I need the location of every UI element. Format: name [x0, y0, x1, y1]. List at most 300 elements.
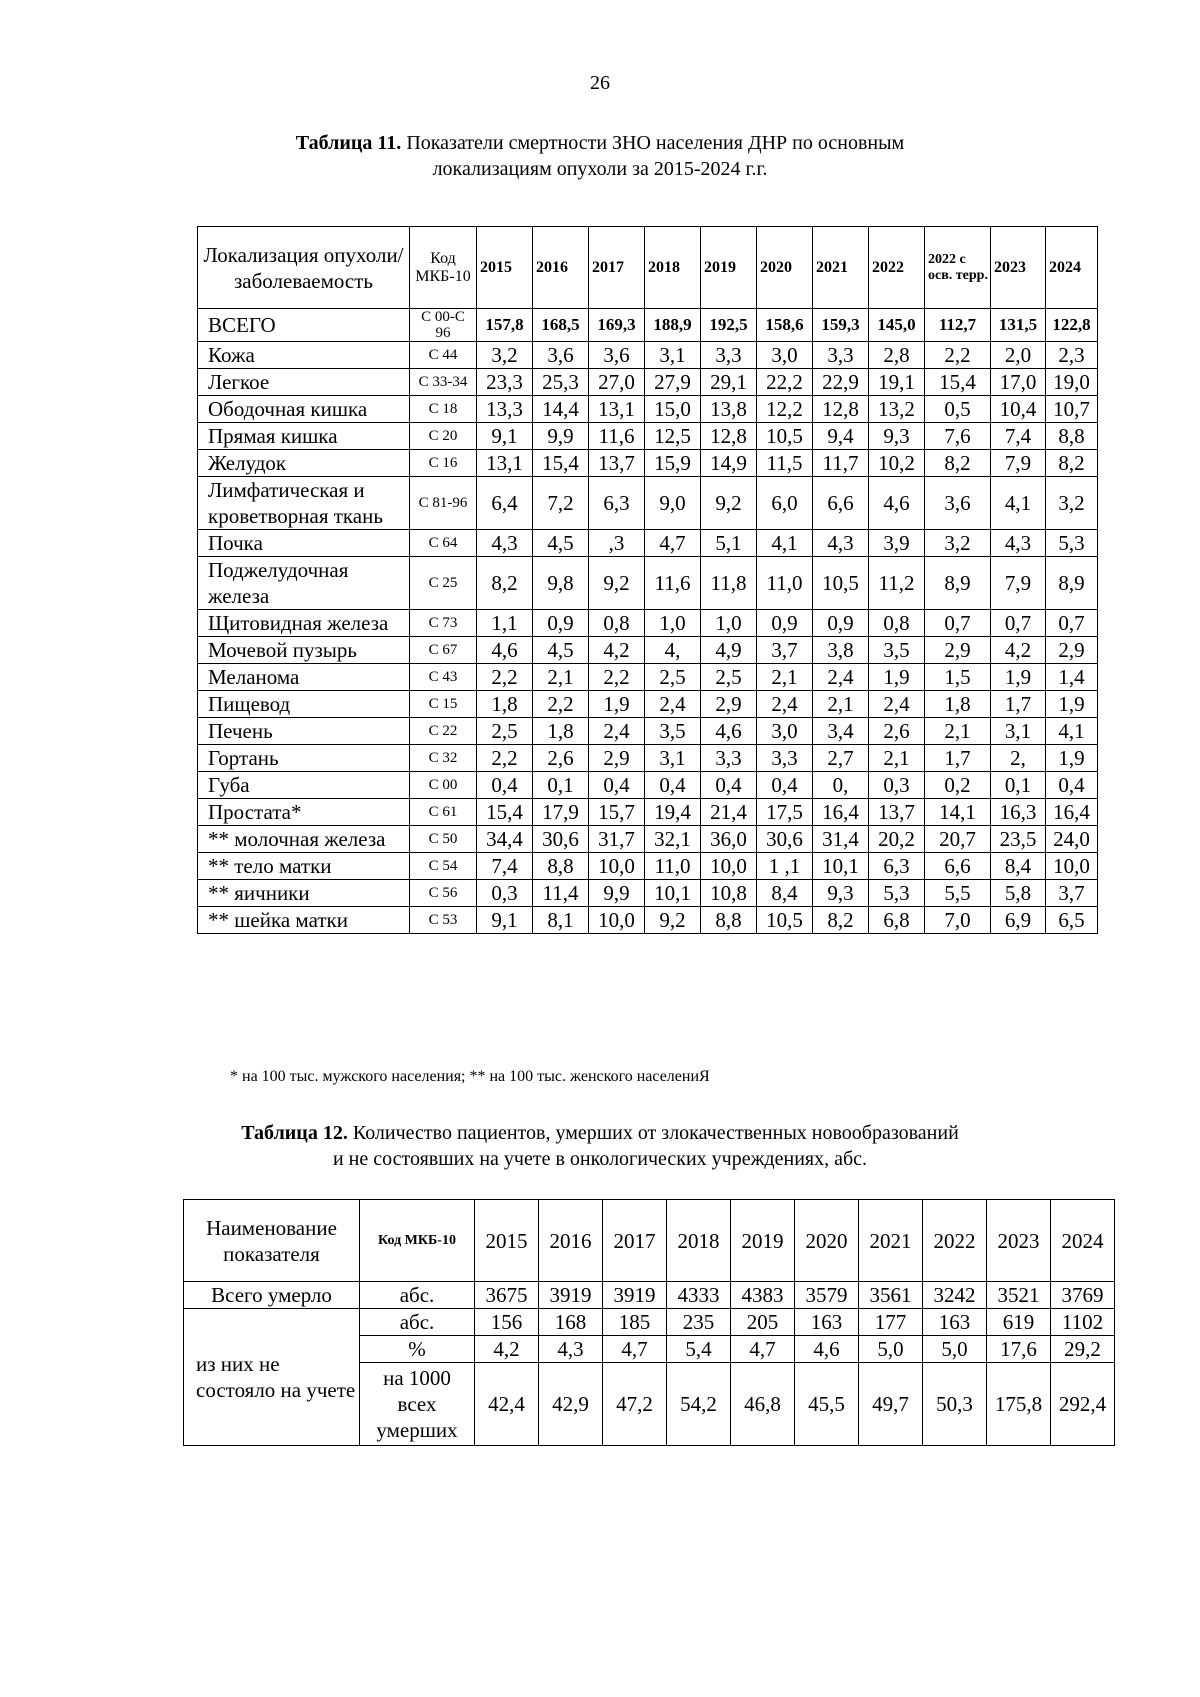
header-cell: 2021 — [813, 227, 869, 309]
value-cell: 9,9 — [533, 423, 589, 450]
value-cell: 4,3 — [477, 530, 533, 557]
table-row — [198, 369, 1098, 396]
row-label: Прямая кишка — [198, 423, 410, 450]
value-cell: 158,6 — [757, 309, 813, 342]
value-cell: 292,4 — [1051, 1363, 1115, 1446]
value-cell: 4,6 — [477, 637, 533, 664]
value-cell: 8,8 — [701, 907, 757, 934]
value-cell: 8,8 — [1046, 423, 1098, 450]
value-cell: 10,5 — [757, 907, 813, 934]
value-cell: 3,8 — [813, 637, 869, 664]
value-cell: 1102 — [1051, 1309, 1115, 1336]
header-cell: 2023 — [991, 227, 1046, 309]
value-cell: 619 — [987, 1309, 1051, 1336]
value-cell: 2,5 — [477, 718, 533, 745]
value-cell: 4,3 — [539, 1336, 603, 1363]
value-cell: 1 ,1 — [757, 853, 813, 880]
value-cell: 11,5 — [757, 450, 813, 477]
table-row — [198, 423, 1098, 450]
value-cell: 5,5 — [925, 880, 991, 907]
row-label: Желудок — [198, 450, 410, 477]
icd-code: С 81-96 — [410, 477, 477, 530]
value-cell: 17,5 — [757, 799, 813, 826]
value-cell: 3919 — [539, 1282, 603, 1309]
value-cell: 9,0 — [645, 477, 701, 530]
value-cell: 0,3 — [477, 880, 533, 907]
value-cell: 185 — [603, 1309, 667, 1336]
value-cell: 205 — [731, 1309, 795, 1336]
value-cell: 7,9 — [991, 450, 1046, 477]
value-cell: 19,0 — [1046, 369, 1098, 396]
unit-cell: на 1000 всех умерших — [360, 1363, 475, 1446]
value-cell: 9,1 — [477, 423, 533, 450]
table-row — [198, 610, 1098, 637]
value-cell: 9,4 — [813, 423, 869, 450]
header-cell: 2020 — [795, 1200, 859, 1282]
value-cell: 1,9 — [1046, 691, 1098, 718]
table-row — [184, 1309, 1115, 1336]
value-cell: 0,9 — [813, 610, 869, 637]
value-cell: 7,2 — [533, 477, 589, 530]
value-cell: 168,5 — [533, 309, 589, 342]
header-cell: Код МКБ-10 — [410, 227, 477, 309]
value-cell: 42,9 — [539, 1363, 603, 1446]
table-row — [198, 477, 1098, 530]
row-label: Простата* — [198, 799, 410, 826]
value-cell: 2,9 — [701, 691, 757, 718]
value-cell: 3,6 — [589, 342, 645, 369]
table-row — [198, 309, 1098, 342]
table-row — [198, 853, 1098, 880]
value-cell: 4,3 — [991, 530, 1046, 557]
row-label: Меланома — [198, 664, 410, 691]
value-cell: 20,7 — [925, 826, 991, 853]
value-cell: 17,6 — [987, 1336, 1051, 1363]
table11-caption-text2: локализациям опухоли за 2015-2024 г.г. — [432, 158, 768, 180]
value-cell: 4383 — [731, 1282, 795, 1309]
value-cell: 159,3 — [813, 309, 869, 342]
value-cell: 10,1 — [645, 880, 701, 907]
row-label: ** молочная железа — [198, 826, 410, 853]
value-cell: 3,0 — [757, 718, 813, 745]
table-row — [198, 718, 1098, 745]
value-cell: 12,2 — [757, 396, 813, 423]
header-cell: 2019 — [731, 1200, 795, 1282]
value-cell: 12,8 — [813, 396, 869, 423]
table-row — [198, 880, 1098, 907]
value-cell: 0,8 — [869, 610, 925, 637]
value-cell: 0,7 — [925, 610, 991, 637]
value-cell: 7,6 — [925, 423, 991, 450]
table-row — [198, 772, 1098, 799]
value-cell: 168 — [539, 1309, 603, 1336]
header-cell: 2020 — [757, 227, 813, 309]
unit-cell: абс. — [360, 1309, 475, 1336]
value-cell: 14,4 — [533, 396, 589, 423]
header-cell: 2023 — [987, 1200, 1051, 1282]
value-cell: 6,3 — [869, 853, 925, 880]
table-row — [198, 826, 1098, 853]
value-cell: 0,1 — [533, 772, 589, 799]
value-cell: 4,5 — [533, 637, 589, 664]
value-cell: 7,4 — [991, 423, 1046, 450]
value-cell: 0,9 — [533, 610, 589, 637]
row-label: Губа — [198, 772, 410, 799]
table-row — [198, 745, 1098, 772]
header-cell: Локализация опухоли/ заболеваемость — [198, 227, 410, 309]
value-cell: 9,8 — [533, 557, 589, 610]
value-cell: 4,1 — [991, 477, 1046, 530]
value-cell: 3561 — [859, 1282, 923, 1309]
icd-code: С 61 — [410, 799, 477, 826]
row-label: Кожа — [198, 342, 410, 369]
value-cell: 1,7 — [991, 691, 1046, 718]
value-cell: 9,2 — [645, 907, 701, 934]
header-cell: 2022 — [869, 227, 925, 309]
header-cell: 2024 — [1051, 1200, 1115, 1282]
row-label: Всего умерло — [184, 1282, 360, 1309]
value-cell: 8,2 — [477, 557, 533, 610]
value-cell: 192,5 — [701, 309, 757, 342]
row-label: ВСЕГО — [198, 309, 410, 342]
value-cell: 2,2 — [477, 664, 533, 691]
value-cell: 1,8 — [533, 718, 589, 745]
value-cell: 1,0 — [701, 610, 757, 637]
value-cell: 3,3 — [701, 342, 757, 369]
value-cell: 30,6 — [533, 826, 589, 853]
value-cell: 2,4 — [589, 718, 645, 745]
value-cell: 2,4 — [645, 691, 701, 718]
value-cell: 0,7 — [991, 610, 1046, 637]
value-cell: 6,6 — [925, 853, 991, 880]
value-cell: 156 — [475, 1309, 539, 1336]
value-cell: 0,4 — [701, 772, 757, 799]
value-cell: 25,3 — [533, 369, 589, 396]
value-cell: 3,9 — [869, 530, 925, 557]
value-cell: 2,2 — [477, 745, 533, 772]
value-cell: 49,7 — [859, 1363, 923, 1446]
value-cell: 13,7 — [589, 450, 645, 477]
value-cell: 6,4 — [477, 477, 533, 530]
value-cell: 5,8 — [991, 880, 1046, 907]
value-cell: 6,6 — [813, 477, 869, 530]
value-cell: 7,9 — [991, 557, 1046, 610]
value-cell: 4,6 — [869, 477, 925, 530]
value-cell: 9,9 — [589, 880, 645, 907]
table11 — [197, 226, 1098, 934]
icd-code: С 50 — [410, 826, 477, 853]
value-cell: 11,0 — [645, 853, 701, 880]
value-cell: 13,7 — [869, 799, 925, 826]
value-cell: 2,4 — [813, 664, 869, 691]
value-cell: 3675 — [475, 1282, 539, 1309]
value-cell: 12,5 — [645, 423, 701, 450]
value-cell: 29,2 — [1051, 1336, 1115, 1363]
icd-code: С 15 — [410, 691, 477, 718]
header-cell: 2017 — [603, 1200, 667, 1282]
header-cell: 2022 с осв. терр. — [925, 227, 991, 309]
value-cell: 169,3 — [589, 309, 645, 342]
value-cell: 5,0 — [859, 1336, 923, 1363]
icd-code: С 67 — [410, 637, 477, 664]
value-cell: 1,0 — [645, 610, 701, 637]
value-cell: 2,6 — [869, 718, 925, 745]
value-cell: 27,0 — [589, 369, 645, 396]
value-cell: 3,2 — [925, 530, 991, 557]
table12 — [183, 1199, 1115, 1446]
value-cell: 1,8 — [925, 691, 991, 718]
value-cell: 11,0 — [757, 557, 813, 610]
value-cell: 157,8 — [477, 309, 533, 342]
value-cell: 10,8 — [701, 880, 757, 907]
value-cell: 1,4 — [1046, 664, 1098, 691]
icd-code: С 43 — [410, 664, 477, 691]
value-cell: 13,8 — [701, 396, 757, 423]
value-cell: 3,5 — [645, 718, 701, 745]
value-cell: 163 — [795, 1309, 859, 1336]
value-cell: 3579 — [795, 1282, 859, 1309]
value-cell: 4,5 — [533, 530, 589, 557]
header-cell: 2019 — [701, 227, 757, 309]
value-cell: 0,4 — [477, 772, 533, 799]
table12-caption-text2: и не состоявших на учете в онкологических учреждениях, абс. — [332, 1148, 868, 1170]
value-cell: 13,1 — [477, 450, 533, 477]
header-cell: 2024 — [1046, 227, 1098, 309]
header-cell: Наименование показателя — [184, 1200, 360, 1282]
row-label: Щитовидная железа — [198, 610, 410, 637]
value-cell: 10,0 — [701, 853, 757, 880]
value-cell: 2,9 — [1046, 637, 1098, 664]
table-row — [198, 557, 1098, 610]
value-cell: 163 — [923, 1309, 987, 1336]
value-cell: 3,1 — [991, 718, 1046, 745]
value-cell: 10,1 — [813, 853, 869, 880]
row-label: ** яичники — [198, 880, 410, 907]
table-row — [198, 907, 1098, 934]
value-cell: 4,2 — [991, 637, 1046, 664]
value-cell: 30,6 — [757, 826, 813, 853]
value-cell: 9,3 — [813, 880, 869, 907]
value-cell: 23,5 — [991, 826, 1046, 853]
value-cell: 3,3 — [757, 745, 813, 772]
value-cell: 16,3 — [991, 799, 1046, 826]
value-cell: 3,1 — [645, 342, 701, 369]
value-cell: 0,8 — [589, 610, 645, 637]
table12-caption — [0, 1120, 1200, 1172]
value-cell: 50,3 — [923, 1363, 987, 1446]
unit-cell: % — [360, 1336, 475, 1363]
value-cell: 4,3 — [813, 530, 869, 557]
value-cell: 11,2 — [869, 557, 925, 610]
value-cell: 3242 — [923, 1282, 987, 1309]
row-label: Легкое — [198, 369, 410, 396]
value-cell: 2,1 — [813, 691, 869, 718]
value-cell: 20,2 — [869, 826, 925, 853]
value-cell: 4,7 — [731, 1336, 795, 1363]
value-cell: 3,6 — [925, 477, 991, 530]
row-label: из них не состояло на учете — [184, 1309, 360, 1446]
value-cell: 4,9 — [701, 637, 757, 664]
value-cell: 10,5 — [813, 557, 869, 610]
icd-code: С 53 — [410, 907, 477, 934]
value-cell: 21,4 — [701, 799, 757, 826]
value-cell: 0,1 — [991, 772, 1046, 799]
value-cell: 10,4 — [991, 396, 1046, 423]
value-cell: 16,4 — [1046, 799, 1098, 826]
value-cell: 3,6 — [533, 342, 589, 369]
value-cell: 9,2 — [589, 557, 645, 610]
value-cell: 8,2 — [1046, 450, 1098, 477]
row-label: Гортань — [198, 745, 410, 772]
row-label: Печень — [198, 718, 410, 745]
value-cell: 22,9 — [813, 369, 869, 396]
value-cell: 122,8 — [1046, 309, 1098, 342]
value-cell: 19,1 — [869, 369, 925, 396]
value-cell: 0,5 — [925, 396, 991, 423]
value-cell: 15,4 — [533, 450, 589, 477]
value-cell: 17,0 — [991, 369, 1046, 396]
value-cell: 10,5 — [757, 423, 813, 450]
value-cell: 188,9 — [645, 309, 701, 342]
value-cell: 1,9 — [589, 691, 645, 718]
value-cell: 10,0 — [1046, 853, 1098, 880]
icd-code: С 20 — [410, 423, 477, 450]
value-cell: 0,4 — [757, 772, 813, 799]
value-cell: 10,0 — [589, 907, 645, 934]
value-cell: 8,1 — [533, 907, 589, 934]
header-cell: 2016 — [539, 1200, 603, 1282]
value-cell: 4,1 — [757, 530, 813, 557]
value-cell: 32,1 — [645, 826, 701, 853]
value-cell: 9,1 — [477, 907, 533, 934]
table11-caption — [0, 130, 1200, 182]
value-cell: 4,1 — [1046, 718, 1098, 745]
value-cell: 4,6 — [701, 718, 757, 745]
value-cell: 7,4 — [477, 853, 533, 880]
value-cell: 15,4 — [925, 369, 991, 396]
value-cell: 6,8 — [869, 907, 925, 934]
table12-caption-text: Количество пациентов, умерших от злокачественных новообразований — [347, 1122, 959, 1144]
value-cell: 8,8 — [533, 853, 589, 880]
header-cell: 2018 — [667, 1200, 731, 1282]
icd-code: С 00-С 96 — [410, 309, 477, 342]
value-cell: 29,1 — [701, 369, 757, 396]
value-cell: 22,2 — [757, 369, 813, 396]
table-row — [198, 637, 1098, 664]
value-cell: 10,0 — [589, 853, 645, 880]
value-cell: 3,7 — [757, 637, 813, 664]
value-cell: 0,2 — [925, 772, 991, 799]
value-cell: 2, — [991, 745, 1046, 772]
value-cell: 5,0 — [923, 1336, 987, 1363]
value-cell: 1,9 — [991, 664, 1046, 691]
icd-code: С 56 — [410, 880, 477, 907]
value-cell: 15,4 — [477, 799, 533, 826]
icd-code: С 64 — [410, 530, 477, 557]
value-cell: 15,0 — [645, 396, 701, 423]
icd-code: С 54 — [410, 853, 477, 880]
value-cell: 0,4 — [645, 772, 701, 799]
value-cell: 0,3 — [869, 772, 925, 799]
value-cell: 1,5 — [925, 664, 991, 691]
value-cell: 11,8 — [701, 557, 757, 610]
value-cell: 2,1 — [757, 664, 813, 691]
value-cell: 4,2 — [589, 637, 645, 664]
value-cell: 8,4 — [991, 853, 1046, 880]
value-cell: 4333 — [667, 1282, 731, 1309]
value-cell: 11,4 — [533, 880, 589, 907]
value-cell: 8,2 — [925, 450, 991, 477]
value-cell: ,3 — [589, 530, 645, 557]
value-cell: 3,3 — [813, 342, 869, 369]
value-cell: 13,3 — [477, 396, 533, 423]
value-cell: 2,1 — [533, 664, 589, 691]
value-cell: 45,5 — [795, 1363, 859, 1446]
value-cell: 0, — [813, 772, 869, 799]
value-cell: 11,6 — [645, 557, 701, 610]
value-cell: 2,7 — [813, 745, 869, 772]
value-cell: 12,8 — [701, 423, 757, 450]
value-cell: 3,1 — [645, 745, 701, 772]
value-cell: 3919 — [603, 1282, 667, 1309]
header-cell: 2015 — [477, 227, 533, 309]
table12-caption-bold: Таблица 12. — [241, 1122, 348, 1144]
value-cell: 6,0 — [757, 477, 813, 530]
value-cell: 42,4 — [475, 1363, 539, 1446]
value-cell: 2,6 — [533, 745, 589, 772]
value-cell: 31,4 — [813, 826, 869, 853]
value-cell: 3,5 — [869, 637, 925, 664]
row-label: Почка — [198, 530, 410, 557]
value-cell: 10,7 — [1046, 396, 1098, 423]
value-cell: 1,9 — [869, 664, 925, 691]
value-cell: 14,1 — [925, 799, 991, 826]
value-cell: 235 — [667, 1309, 731, 1336]
row-label: ** шейка матки — [198, 907, 410, 934]
value-cell: 2,3 — [1046, 342, 1098, 369]
unit-cell: абс. — [360, 1282, 475, 1309]
value-cell: 3,4 — [813, 718, 869, 745]
value-cell: 2,9 — [925, 637, 991, 664]
value-cell: 2,8 — [869, 342, 925, 369]
value-cell: 6,9 — [991, 907, 1046, 934]
value-cell: 7,0 — [925, 907, 991, 934]
value-cell: 47,2 — [603, 1363, 667, 1446]
value-cell: 3,7 — [1046, 880, 1098, 907]
icd-code: С 73 — [410, 610, 477, 637]
value-cell: 13,1 — [589, 396, 645, 423]
value-cell: 10,2 — [869, 450, 925, 477]
table-row — [198, 450, 1098, 477]
icd-code: С 18 — [410, 396, 477, 423]
value-cell: 24,0 — [1046, 826, 1098, 853]
value-cell: 1,7 — [925, 745, 991, 772]
header-cell: Код МКБ-10 — [360, 1200, 475, 1282]
header-cell: 2022 — [923, 1200, 987, 1282]
value-cell: 34,4 — [477, 826, 533, 853]
table-row — [198, 530, 1098, 557]
value-cell: 177 — [859, 1309, 923, 1336]
table-row — [184, 1282, 1115, 1309]
value-cell: 1,9 — [1046, 745, 1098, 772]
value-cell: 14,9 — [701, 450, 757, 477]
value-cell: 4, — [645, 637, 701, 664]
icd-code: С 16 — [410, 450, 477, 477]
value-cell: 3521 — [987, 1282, 1051, 1309]
value-cell: 3,0 — [757, 342, 813, 369]
value-cell: 4,6 — [795, 1336, 859, 1363]
value-cell: 5,1 — [701, 530, 757, 557]
